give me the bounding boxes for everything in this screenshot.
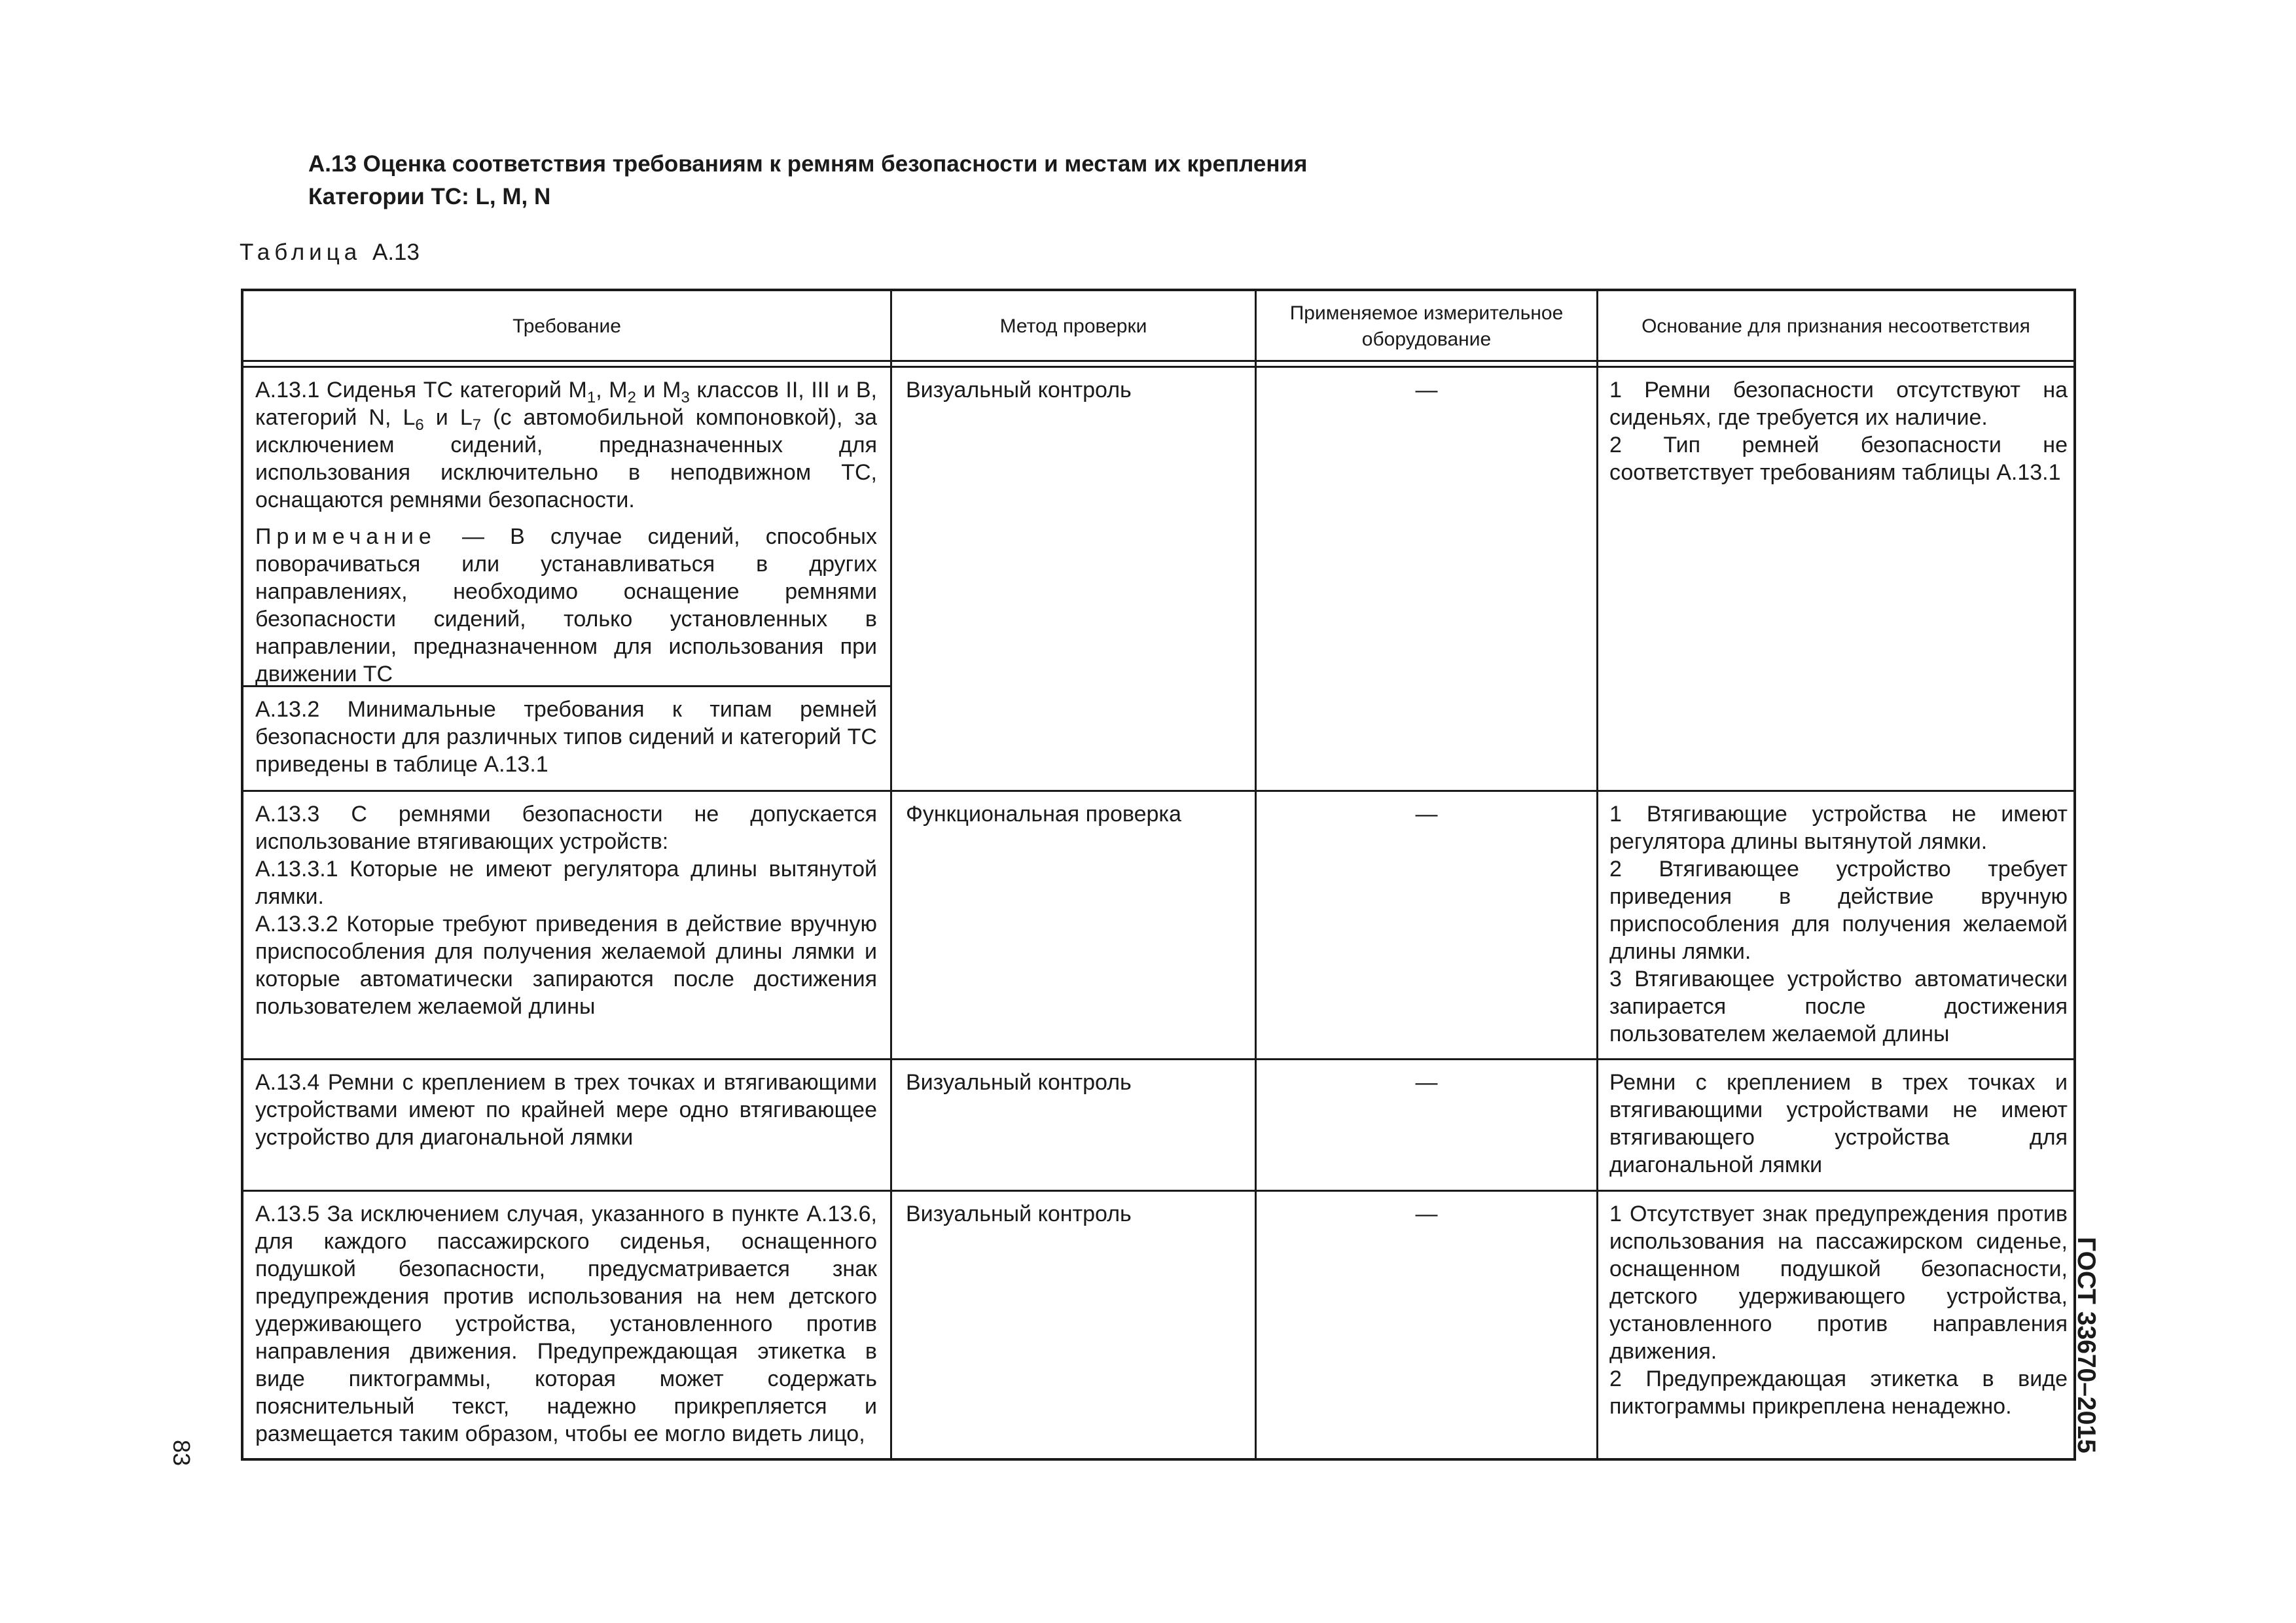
requirement-cell: А.13.4 Ремни с креплением в трех точках и втягивающими устройствами имеют по крайней мере одно втягивающее устройство для диагональной лямки — [255, 1070, 877, 1150]
requirement-cell — [255, 800, 877, 1020]
note-text: Примечание — В случае сидений, способных поворачиваться или устанавливаться в других направлениях, необходимо оснащение ремнями безопасности сидений, только установленных в направлении, предназначенном для использования при движении ТС — [255, 524, 877, 687]
column-header-basis: Основание для признания несоответствия — [1641, 315, 2030, 337]
method-cell: Визуальный контроль — [906, 1202, 1132, 1226]
basis-item: 3 Втягивающее устройство автоматически запирается после достижения пользователем желаемой длины — [1609, 967, 2068, 1046]
basis-item: 1 Втягивающие устройства не имеют регулятора длины вытянутой лямки. — [1609, 802, 2068, 854]
basis-item: 2 Тип ремней безопасности не соответствует требованиям таблицы А.13.1 — [1609, 433, 2068, 485]
section-heading — [308, 148, 1307, 213]
requirement-text: А.13.3.1 Которые не имеют регулятора длины вытянутой лямки. — [255, 857, 877, 909]
column-divider — [890, 291, 892, 1458]
basis-cell: Ремни с креплением в трех точках и втягивающими устройствами не имеют втягивающего устройства для диагональной лямки — [1609, 1070, 2068, 1177]
row-divider — [243, 1190, 2073, 1192]
method-cell: Визуальный контроль — [906, 1070, 1132, 1095]
basis-item: 1 Ремни безопасности отсутствуют на сиденьях, где требуется их наличие. — [1609, 378, 2068, 430]
requirement-text: А.13.3.2 Которые требуют приведения в действие вручную приспособления для получения желаемой длины лямки и которые автоматически запираются после достижения пользователем желаемой длины — [255, 912, 877, 1019]
table-caption-label: Таблица — [240, 240, 362, 265]
basis-item: 2 Втягивающее устройство требует приведения в действие вручную приспособления для получения желаемой длины лямки. — [1609, 857, 2068, 964]
standard-designation: ГОСТ 33670–2015 — [2072, 1237, 2100, 1454]
basis-cell — [1609, 1200, 2068, 1420]
row-divider — [243, 790, 2073, 792]
section-title: А.13 Оценка соответствия требованиям к ремням безопасности и местам их крепления — [308, 151, 1308, 177]
header-divider — [243, 366, 2073, 368]
method-cell: Функциональная проверка — [906, 802, 1181, 827]
basis-item: 1 Отсутствует знак предупреждения против использования на пассажирском сиденье, оснащенном подушкой безопасности, детского удерживающего устройства, установленного против направления движения. — [1609, 1202, 2068, 1364]
column-header-equipment: Применяемое измерительное оборудование — [1289, 302, 1564, 350]
column-divider — [1596, 291, 1598, 1458]
requirement-text: А.13.3 С ремнями безопасности не допускается использование втягивающих устройств: — [255, 802, 877, 854]
requirement-cell: А.13.2 Минимальные требования к типам ремней безопасности для различных типов сидений и категорий ТС приведены в таблице А.13.1 — [255, 697, 877, 777]
requirement-cell — [255, 376, 877, 688]
method-cell: Визуальный контроль — [906, 378, 1132, 402]
basis-item: 2 Предупреждающая этикетка в виде пиктограммы прикреплена ненадежно. — [1609, 1366, 2068, 1419]
vehicle-categories: Категории ТС: L, M, N — [308, 184, 551, 209]
requirement-text: А.13.1 Сиденья ТС категорий $М_1$, $М_2$ и $М_3$ классов II, III и В, категорий N, $L_6$ и $L_7$ (с автомобильной компоновкой), за исключением сидений, предназначенных для использования исключительно в неподвижном ТС, оснащаются ремнями безопасности. — [255, 378, 877, 512]
equipment-cell: — — [1415, 1070, 1438, 1095]
requirement-cell: А.13.5 За исключением случая, указанного в пункте А.13.6, для каждого пассажирского сиденья, оснащенного подушкой безопасности, предусматривается знак предупреждения против использования на нем детского удерживающего устройства, установленного против направления движения. Предупреждающая этикетка в виде пиктограммы, которая может содержать пояснительный текст, надежно прикрепляется и размещается таким образом, чтобы ее могло видеть лицо, — [255, 1202, 877, 1446]
column-header-requirement: Требование — [512, 315, 621, 337]
equipment-cell: — — [1415, 1202, 1438, 1226]
column-header-method: Метод проверки — [999, 315, 1147, 337]
basis-cell — [1609, 376, 2068, 486]
note-label: Примечание — [255, 524, 437, 549]
requirements-table — [241, 289, 2076, 1461]
equipment-cell: — — [1415, 802, 1438, 827]
equipment-cell: — — [1415, 378, 1438, 402]
table-caption — [240, 240, 420, 266]
basis-cell — [1609, 800, 2068, 1048]
row-divider — [243, 1058, 2073, 1060]
page-number: 83 — [168, 1440, 195, 1467]
table-caption-number: А.13 — [372, 240, 420, 265]
column-divider — [1255, 291, 1257, 1458]
